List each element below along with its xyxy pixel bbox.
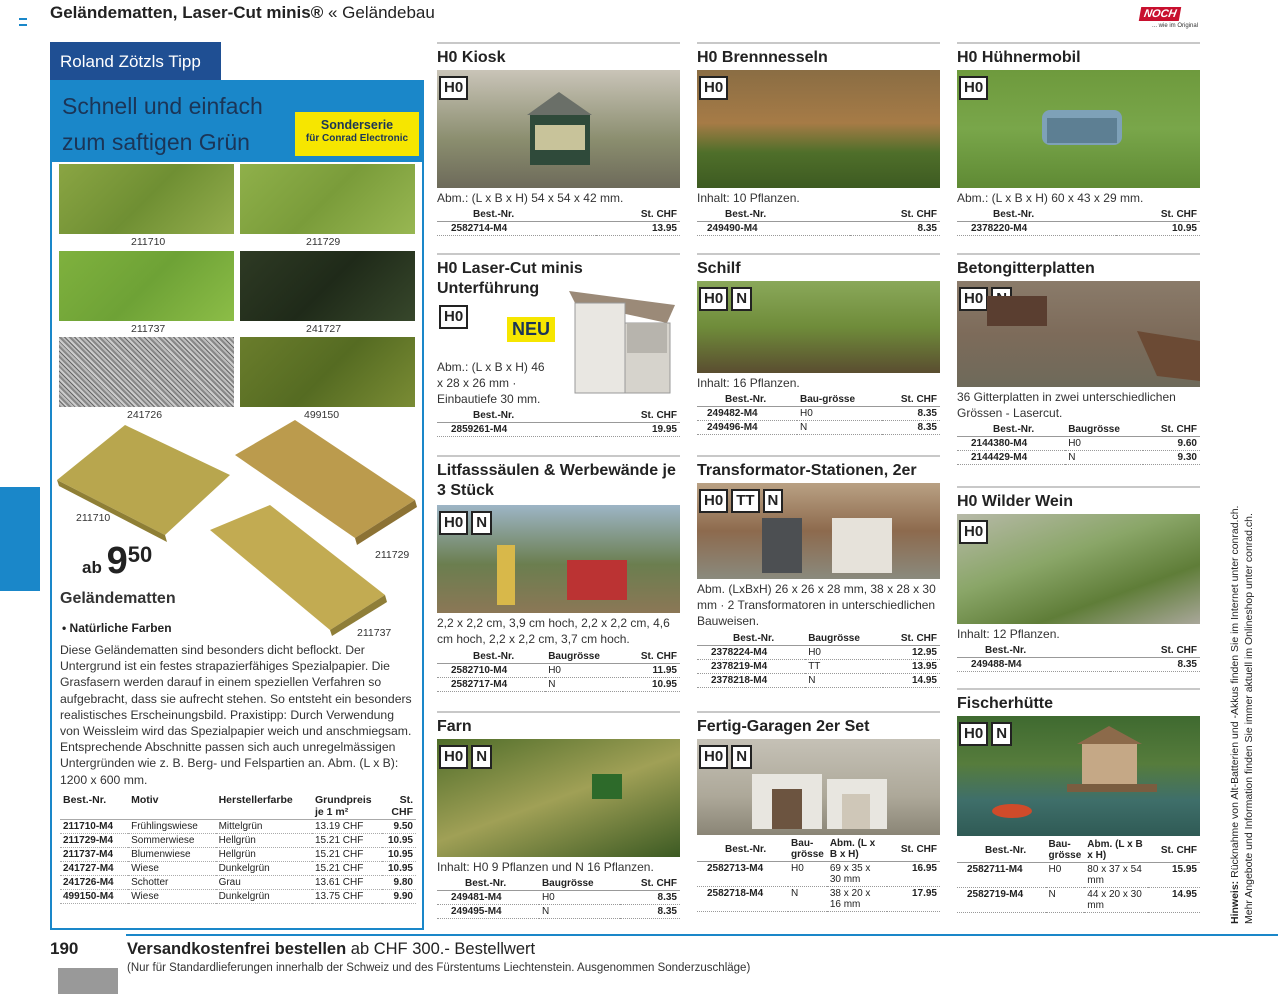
product-image bbox=[957, 281, 1200, 387]
mat-label: 211729 bbox=[375, 549, 410, 561]
scale-tag: H0 bbox=[699, 489, 728, 513]
card-title: Betongitterplatten bbox=[957, 260, 1095, 277]
table-row bbox=[60, 890, 416, 904]
column-header: Best.-Nr. bbox=[697, 208, 850, 222]
footer-divider bbox=[126, 934, 1278, 936]
table-cell: 249481-M4 bbox=[437, 891, 539, 905]
table-cell: 15.21 CHF bbox=[312, 834, 382, 848]
scale-tag: N bbox=[991, 722, 1012, 746]
card-title: Schilf bbox=[697, 260, 741, 277]
table-cell: H0 bbox=[788, 862, 827, 887]
table-cell: Blumenwiese bbox=[128, 848, 215, 862]
price-table bbox=[697, 837, 940, 912]
table-cell: 499150-M4 bbox=[60, 890, 128, 904]
table-cell: 13.95 bbox=[883, 660, 940, 674]
price: ab $9^{50}$ bbox=[82, 540, 153, 582]
table-row bbox=[697, 407, 940, 421]
swatch-label: 499150 bbox=[304, 409, 340, 421]
table-cell: 8.35 bbox=[850, 222, 940, 236]
card-wein bbox=[957, 486, 1200, 686]
card-desc: Abm.: (L x B x H) 54 x 54 x 42 mm. bbox=[437, 191, 624, 205]
swatch-image bbox=[59, 164, 234, 234]
price-table bbox=[437, 409, 680, 437]
card-desc: 36 Gitterplatten in zwei unterschiedlichen Grössen - Lasercut. bbox=[957, 390, 1176, 420]
column-header: St. CHF bbox=[596, 208, 680, 222]
table-row bbox=[957, 658, 1200, 672]
table-cell: H0 bbox=[797, 407, 882, 421]
scale-tag: TT bbox=[731, 489, 759, 513]
column-header: Best.-Nr. bbox=[957, 644, 1110, 658]
side-tab bbox=[0, 487, 40, 591]
table-cell: Sommerwiese bbox=[128, 834, 215, 848]
col-header: Motiv bbox=[128, 793, 215, 820]
table-cell: 211729-M4 bbox=[60, 834, 128, 848]
scale-tag: N bbox=[763, 489, 784, 513]
table-cell: 2582710-M4 bbox=[437, 664, 545, 678]
scale-tag: N bbox=[731, 745, 752, 769]
col-header: Grundpreis je 1 m² bbox=[312, 793, 382, 820]
card-title: H0 Hühnermobil bbox=[957, 49, 1081, 66]
table-cell: 8.35 bbox=[620, 891, 680, 905]
table-cell: 2582713-M4 bbox=[697, 862, 788, 887]
table-row bbox=[957, 451, 1200, 465]
column-header: Best.-Nr. bbox=[697, 837, 788, 862]
noch-logo: NOCH ... wie im Original bbox=[1140, 4, 1198, 26]
sonderserie-badge: Sonderserie für Conrad Electronic bbox=[295, 112, 419, 156]
column-header: Best.-Nr. bbox=[437, 208, 596, 222]
col-header: St. CHF bbox=[382, 793, 416, 820]
table-cell: N bbox=[788, 887, 827, 912]
table-cell: H0 bbox=[805, 646, 883, 660]
card-brennnesseln bbox=[697, 42, 940, 242]
page-number: 190 bbox=[50, 939, 79, 958]
table-cell: 10.95 bbox=[623, 678, 680, 692]
table-row bbox=[437, 222, 680, 236]
table-cell: 211737-M4 bbox=[60, 848, 128, 862]
table-cell: 13.19 CHF bbox=[312, 820, 382, 834]
column-header: St. CHF bbox=[850, 208, 940, 222]
swatch-image bbox=[59, 251, 234, 321]
price-table bbox=[437, 650, 680, 692]
card-fischer bbox=[957, 688, 1200, 926]
table-cell: Schotter bbox=[128, 876, 215, 890]
table-cell: 2582714-M4 bbox=[437, 222, 596, 236]
card-litfass bbox=[437, 455, 680, 705]
table-cell: H0 bbox=[545, 664, 623, 678]
product-image bbox=[567, 283, 677, 395]
side-note: Hinweis: Rücknahme von Alt-Batterien und -Akkus finden Sie im Internet unter conrad.ch. Mehr Angebote und Information finden Sie immer aktuell im Onlineshop unter conrad.ch. bbox=[1229, 505, 1255, 924]
table-cell: 69 x 35 x 30 mm bbox=[827, 862, 887, 887]
table-cell: 241726-M4 bbox=[60, 876, 128, 890]
product-image bbox=[957, 716, 1200, 836]
table-cell: Hellgrün bbox=[216, 848, 312, 862]
column-header: St. CHF bbox=[1143, 423, 1200, 437]
table-cell: 19.95 bbox=[596, 423, 680, 437]
table-cell: 9.60 bbox=[1143, 437, 1200, 451]
card-desc: Abm. (LxBxH) 26 x 26 x 28 mm, 38 x 28 x 30 mm · 2 Transformatoren in unterschiedlichen Bauweisen. bbox=[697, 582, 936, 628]
table-cell: 15.21 CHF bbox=[312, 862, 382, 876]
table-cell: 80 x 37 x 54 mm bbox=[1084, 863, 1148, 888]
table-cell: 13.75 CHF bbox=[312, 890, 382, 904]
table-row bbox=[697, 660, 940, 674]
table-cell: 9.80 bbox=[382, 876, 416, 890]
swatch-image bbox=[240, 337, 415, 407]
product-image bbox=[437, 70, 680, 188]
table-cell: 241727-M4 bbox=[60, 862, 128, 876]
table-cell: Frühlingswiese bbox=[128, 820, 215, 834]
table-cell: 9.90 bbox=[382, 890, 416, 904]
table-cell: 16.95 bbox=[887, 862, 940, 887]
table-row bbox=[437, 905, 680, 919]
table-row bbox=[697, 646, 940, 660]
table-cell: 249490-M4 bbox=[697, 222, 850, 236]
table-cell: H0 bbox=[539, 891, 621, 905]
card-title: H0 Brennnesseln bbox=[697, 49, 828, 66]
table-row bbox=[437, 891, 680, 905]
col-header: Herstellerfarbe bbox=[216, 793, 312, 820]
column-header: Best.-Nr. bbox=[697, 393, 797, 407]
col-header: Best.-Nr. bbox=[60, 793, 128, 820]
swatch-label: 211710 bbox=[131, 236, 166, 248]
product-image bbox=[697, 70, 940, 188]
card-farn bbox=[437, 711, 680, 926]
card-kiosk bbox=[437, 42, 680, 242]
card-trafo bbox=[697, 455, 940, 705]
table-cell: 2582718-M4 bbox=[697, 887, 788, 912]
table-cell: 8.35 bbox=[620, 905, 680, 919]
page-header: Geländematten, Laser-Cut minis® « Geländebau bbox=[50, 3, 435, 22]
table-cell: 15.21 CHF bbox=[312, 848, 382, 862]
column-header: Best.-Nr. bbox=[957, 423, 1065, 437]
table-cell: 2378219-M4 bbox=[697, 660, 805, 674]
column-header: St. CHF bbox=[620, 877, 680, 891]
swatch-image bbox=[240, 251, 415, 321]
scale-tag: H0 bbox=[959, 287, 988, 311]
shipping-footnote: (Nur für Standardlieferungen innerhalb der Schweiz und des Fürstentums Liechtenstein. Ausgenommen Sonderzuschläge) bbox=[127, 962, 751, 974]
card-schilf bbox=[697, 253, 940, 443]
price-table bbox=[957, 644, 1200, 672]
scale-tag: H0 bbox=[699, 745, 728, 769]
column-header: Abm. (L x B x H) bbox=[827, 837, 887, 862]
column-header: Best.-Nr. bbox=[437, 650, 545, 664]
price-table bbox=[957, 423, 1200, 465]
card-desc: Inhalt: H0 9 Pflanzen und N 16 Pflanzen. bbox=[437, 860, 654, 874]
swatch-label: 241726 bbox=[127, 409, 163, 421]
price-table bbox=[697, 632, 940, 688]
table-cell: Hellgrün bbox=[216, 834, 312, 848]
table-row bbox=[697, 862, 940, 887]
table-row bbox=[437, 678, 680, 692]
card-desc: Inhalt: 12 Pflanzen. bbox=[957, 627, 1060, 641]
column-header: St. CHF bbox=[1116, 208, 1200, 222]
table-row bbox=[60, 834, 416, 848]
new-badge: NEU bbox=[507, 317, 555, 342]
card-desc: Abm.: (L x B x H) 60 x 43 x 29 mm. bbox=[957, 191, 1144, 205]
table-cell: 2582719-M4 bbox=[957, 888, 1046, 913]
product-description: Diese Geländematten sind besonders dicht beflockt. Der Untergrund ist ein festes strapazierfähiges Spezialpapier. Die Grasfasern werden darauf in einem speziellen Verfahren so aufgebracht, dass sie aufrecht stehen. So entsteht ein besonders realistisches Erscheinungsbild. Praxistipp: Durch Verwendung von Weissleim wird das Spezialpapier weich und anschmiegsam. Entsprechende Abschnitte passen sich auch unregelmässigen Untergründen wie z. B. Berg- und Felspartien an. Abm. (L x B): 1200 x 600 mm. bbox=[60, 643, 412, 787]
card-title: Litfasssäulen & Werbewände je 3 Stück bbox=[437, 462, 676, 499]
product-image bbox=[437, 739, 680, 857]
column-header: Baugrösse bbox=[539, 877, 621, 891]
table-row bbox=[60, 848, 416, 862]
table-cell: 2378220-M4 bbox=[957, 222, 1116, 236]
table-row bbox=[60, 820, 416, 834]
column-header: Best.-Nr. bbox=[697, 632, 805, 646]
table-row bbox=[697, 887, 940, 912]
scale-tag: N bbox=[471, 745, 492, 769]
product-table bbox=[60, 793, 416, 904]
scale-tag: H0 bbox=[959, 722, 988, 746]
page-mark bbox=[19, 18, 27, 26]
table-row bbox=[957, 863, 1200, 888]
card-title: Fischerhütte bbox=[957, 695, 1054, 712]
product-title: Geländematten bbox=[60, 590, 176, 607]
scale-tag: H0 bbox=[439, 76, 468, 100]
scale-tag: H0 bbox=[959, 520, 988, 544]
table-cell: N bbox=[1046, 888, 1085, 913]
table-cell: Grau bbox=[216, 876, 312, 890]
card-title: Farn bbox=[437, 718, 472, 735]
table-cell: 2144429-M4 bbox=[957, 451, 1065, 465]
scale-tag: H0 bbox=[699, 287, 728, 311]
shipping-note: Versandkostenfrei bestellen ab CHF 300.- Bestellwert bbox=[127, 940, 536, 958]
price-table bbox=[697, 393, 940, 435]
card-title: H0 Laser-Cut minis Unterführung bbox=[437, 260, 583, 297]
table-cell: Dunkelgrün bbox=[216, 862, 312, 876]
price-table bbox=[437, 208, 680, 236]
column-header: Best.-Nr. bbox=[957, 838, 1046, 863]
card-title: H0 Wilder Wein bbox=[957, 493, 1074, 510]
table-cell: H0 bbox=[1046, 863, 1085, 888]
table-cell: 2378218-M4 bbox=[697, 674, 805, 688]
swatch-image bbox=[240, 164, 415, 234]
column-header: Bau-grösse bbox=[1046, 838, 1085, 863]
table-cell: 2859261-M4 bbox=[437, 423, 596, 437]
table-row bbox=[957, 437, 1200, 451]
column-header: St. CHF bbox=[596, 409, 680, 423]
table-row bbox=[437, 423, 680, 437]
scale-tag: H0 bbox=[699, 76, 728, 100]
table-cell: 10.95 bbox=[382, 862, 416, 876]
table-cell: 17.95 bbox=[887, 887, 940, 912]
card-desc: Inhalt: 10 Pflanzen. bbox=[697, 191, 800, 205]
column-header: St. CHF bbox=[887, 837, 940, 862]
tip-box bbox=[50, 42, 424, 162]
swatch-label: 211729 bbox=[306, 236, 341, 248]
table-cell: 15.95 bbox=[1148, 863, 1200, 888]
table-cell: 2144380-M4 bbox=[957, 437, 1065, 451]
swatch-label: 241727 bbox=[306, 323, 342, 335]
mat-label: 211710 bbox=[76, 512, 111, 524]
table-cell: 8.35 bbox=[882, 407, 940, 421]
column-header: Abm. (L x B x H) bbox=[1084, 838, 1148, 863]
table-cell: 11.95 bbox=[623, 664, 680, 678]
table-cell: 8.35 bbox=[882, 421, 940, 435]
card-desc: 2,2 x 2,2 cm, 3,9 cm hoch, 2,2 x 2,2 cm, 4,6 cm hoch, 2,2 x 2,2 cm, 3,7 cm hoch. bbox=[437, 616, 670, 646]
scale-tag: H0 bbox=[959, 76, 988, 100]
table-cell: Dunkelgrün bbox=[216, 890, 312, 904]
card-huehnermobil bbox=[957, 42, 1200, 242]
column-header: Best.-Nr. bbox=[437, 877, 539, 891]
table-cell: 249495-M4 bbox=[437, 905, 539, 919]
table-row bbox=[697, 674, 940, 688]
product-image bbox=[437, 505, 680, 613]
table-cell: 8.35 bbox=[1110, 658, 1200, 672]
column-header: Best.-Nr. bbox=[957, 208, 1116, 222]
price-table bbox=[957, 838, 1200, 913]
card-desc: Inhalt: 16 Pflanzen. bbox=[697, 376, 800, 390]
scale-tag: N bbox=[731, 287, 752, 311]
price-table bbox=[957, 208, 1200, 236]
card-title: H0 Kiosk bbox=[437, 49, 506, 66]
card-title: Fertig-Garagen 2er Set bbox=[697, 718, 870, 735]
table-cell: 9.50 bbox=[382, 820, 416, 834]
table-cell: Mittelgrün bbox=[216, 820, 312, 834]
product-image bbox=[957, 514, 1200, 624]
table-row bbox=[697, 222, 940, 236]
table-cell: 2582717-M4 bbox=[437, 678, 545, 692]
table-cell: H0 bbox=[1065, 437, 1143, 451]
column-header: Bau-grösse bbox=[797, 393, 882, 407]
table-cell: Wiese bbox=[128, 862, 215, 876]
column-header: Baugrösse bbox=[545, 650, 623, 664]
column-header: Baugrösse bbox=[805, 632, 883, 646]
card-unterfuehrung bbox=[437, 253, 680, 443]
table-row bbox=[60, 862, 416, 876]
tip-banner bbox=[50, 80, 424, 162]
column-header: St. CHF bbox=[623, 650, 680, 664]
table-cell: 12.95 bbox=[883, 646, 940, 660]
table-cell: TT bbox=[805, 660, 883, 674]
table-row bbox=[697, 421, 940, 435]
scale-tag: H0 bbox=[439, 511, 468, 535]
table-cell: 2378224-M4 bbox=[697, 646, 805, 660]
table-cell: 2582711-M4 bbox=[957, 863, 1046, 888]
column-header: Bau-grösse bbox=[788, 837, 827, 862]
scale-tag: H0 bbox=[439, 305, 468, 329]
table-cell: Wiese bbox=[128, 890, 215, 904]
table-cell: 38 x 20 x 16 mm bbox=[827, 887, 887, 912]
column-header: Baugrösse bbox=[1065, 423, 1143, 437]
product-image bbox=[697, 739, 940, 835]
product-image bbox=[697, 281, 940, 373]
tip-title: Schnell und einfach zum saftigen Grün bbox=[62, 93, 263, 155]
table-cell: 13.95 bbox=[596, 222, 680, 236]
swatch-image bbox=[59, 337, 234, 407]
table-cell: 9.30 bbox=[1143, 451, 1200, 465]
scale-tag: N bbox=[471, 511, 492, 535]
table-cell: N bbox=[539, 905, 621, 919]
scale-tag: H0 bbox=[439, 745, 468, 769]
column-header: St. CHF bbox=[1110, 644, 1200, 658]
swatch-label: 211737 bbox=[131, 323, 166, 335]
table-cell: 13.61 CHF bbox=[312, 876, 382, 890]
table-cell: 249488-M4 bbox=[957, 658, 1110, 672]
table-cell: N bbox=[805, 674, 883, 688]
card-betongitter bbox=[957, 253, 1200, 473]
column-header: St. CHF bbox=[882, 393, 940, 407]
card-garagen bbox=[697, 711, 940, 926]
table-cell: 249496-M4 bbox=[697, 421, 797, 435]
column-header: St. CHF bbox=[883, 632, 940, 646]
mat-label: 211737 bbox=[357, 627, 392, 639]
table-cell: 10.95 bbox=[382, 848, 416, 862]
feature-bullet: • Natürliche Farben bbox=[62, 621, 172, 635]
card-desc: Abm.: (L x B x H) 46 x 28 x 26 mm · Einbautiefe 30 mm. bbox=[437, 360, 545, 406]
table-row bbox=[957, 888, 1200, 913]
card-title: Transformator-Stationen, 2er bbox=[697, 462, 917, 479]
column-header: St. CHF bbox=[1148, 838, 1200, 863]
table-cell: 10.95 bbox=[1116, 222, 1200, 236]
table-cell: N bbox=[545, 678, 623, 692]
product-image bbox=[957, 70, 1200, 188]
table-cell: 14.95 bbox=[883, 674, 940, 688]
table-cell: N bbox=[797, 421, 882, 435]
price-table bbox=[697, 208, 940, 236]
table-cell: N bbox=[1065, 451, 1143, 465]
table-cell: 249482-M4 bbox=[697, 407, 797, 421]
table-row bbox=[957, 222, 1200, 236]
table-row bbox=[437, 664, 680, 678]
table-cell: 211710-M4 bbox=[60, 820, 128, 834]
table-cell: 14.95 bbox=[1148, 888, 1200, 913]
page-tab bbox=[58, 968, 118, 994]
product-image bbox=[697, 483, 940, 579]
column-header: Best.-Nr. bbox=[437, 409, 596, 423]
table-cell: 44 x 20 x 30 mm bbox=[1084, 888, 1148, 913]
price-table bbox=[437, 877, 680, 919]
table-row bbox=[60, 876, 416, 890]
tip-tab: Roland Zötzls Tipp bbox=[50, 42, 221, 80]
table-cell: 10.95 bbox=[382, 834, 416, 848]
